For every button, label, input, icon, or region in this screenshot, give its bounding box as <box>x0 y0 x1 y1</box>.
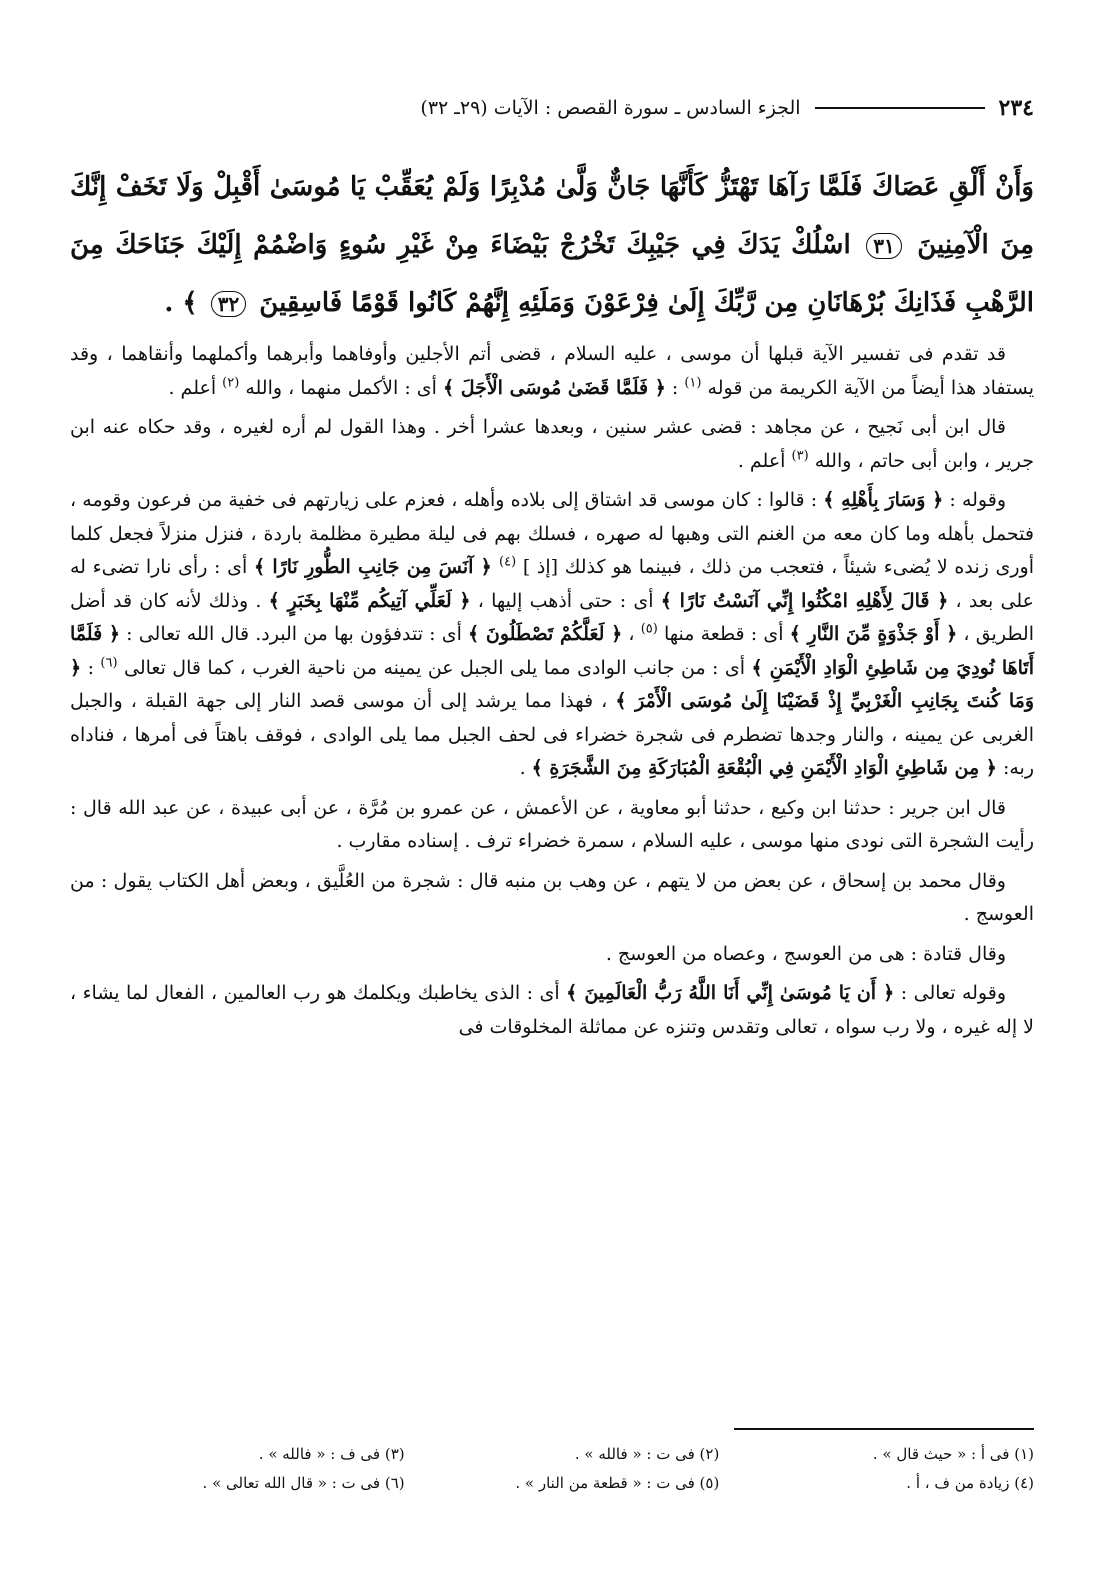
quran-quote: ﴿ أَن يَا مُوسَىٰ إِنِّي أَنَا اللَّهُ رَبُّ الْعَالَمِينَ ﴾ <box>566 982 895 1004</box>
quran-quote: ﴿ لَعَلَّكُمْ تَصْطَلُونَ ﴾ <box>468 623 623 645</box>
text: وقوله : <box>943 489 1006 511</box>
quran-quote: ﴿ وَسَارَ بِأَهْلِهِ ﴾ <box>823 489 944 511</box>
footnote-ref-5: (٥) <box>640 621 658 637</box>
text: : قالوا : كان موسى قد اشتاق إلى بلاده وأهله ، فعزم على زيارتهم فى خفية من فرعون وقومه ، فتحمل بأهله وما كان معه من الغنم التى وهبها له صهره ، فسلك بهم فى ليلة مطيرة مظلمة باردة ، فنزل منزلاً فجعل كلما أورى زنده لا يُضىء شيئاً ، فتعجب من ذلك ، فبينما هو كذلك [إذ ] <box>70 489 1034 578</box>
footnote-4: (٤) زيادة من ف ، أ . <box>906 1474 1034 1492</box>
text: أى : رأى نارا تضىء له على بعد ، <box>70 556 1034 612</box>
text: أى : الأكمل منهما ، والله <box>245 376 443 399</box>
footnote-ref-4: (٤) <box>499 554 517 570</box>
text: أعلم . <box>168 376 223 399</box>
page-number: ٢٣٤ <box>998 95 1034 121</box>
paragraph-1 <box>70 338 1034 405</box>
paragraph-4: قال ابن جرير : حدثنا ابن وكيع ، حدثنا أبو معاوية ، عن الأعمش ، عن عمرو بن مُرَّة ، عن أبى عبيدة ، عن عبد الله قال : رأيت الشجرة التى نودى منها موسى ، عليه السلام ، سمرة خضراء ترف . إسناده مقارب . <box>70 796 1034 852</box>
text: : <box>81 656 101 679</box>
text: ، <box>622 623 641 645</box>
paragraph-2 <box>70 411 1034 478</box>
quran-verses <box>70 158 1034 332</box>
footnote-1: (١) فى أ : « حيث قال » . <box>872 1445 1034 1463</box>
text: أى : تتدفؤون بها من البرد. قال الله تعالى : <box>120 623 469 645</box>
footnote-row <box>90 1440 1034 1469</box>
quran-quote: ﴿ فَلَمَّا أَتَاهَا نُودِيَ مِن شَاطِئِ الْوَادِ الْأَيْمَنِ ﴾ <box>70 623 1034 679</box>
quran-quote: ﴿ قَالَ لِأَهْلِهِ امْكُثُوا إِنِّي آنَسْتُ نَارًا ﴾ <box>660 589 949 612</box>
footnotes <box>90 1440 1034 1498</box>
quran-quote: ﴿ وَمَا كُنتَ بِجَانِبِ الْغَرْبِيِّ إِذْ قَضَيْنَا إِلَىٰ مُوسَى الْأَمْرَ ﴾ <box>70 656 1035 712</box>
quran-quote: ﴿ أَوْ جَذْوَةٍ مِّنَ النَّارِ ﴾ <box>789 623 958 645</box>
text: قال ابن أبى نَجيح ، عن مجاهد : قضى عشر سنين ، وبعدها عشرا أخر . وهذا القول لم أره لغيره ، وقد حكاه عنه ابن جرير ، وابن أبى حاتم ، والله <box>70 416 1034 472</box>
paragraph-5: وقال محمد بن إسحاق ، عن بعض من لا يتهم ، عن وهب بن منبه قال : شجرة من العُلَّيق ، وبعض أهل الكتاب يقول : من العوسج . <box>70 869 1034 925</box>
commentary <box>70 338 1034 1044</box>
text: أى : من جانب الوادى مما يلى الجبل عن يمينه من ناحية الغرب ، كما قال تعالى <box>123 656 752 679</box>
footnote-ref-6: (٦) <box>100 655 118 671</box>
footnote-ref-2: (٢) <box>222 375 240 391</box>
verse-number-31: ٣١ <box>866 233 901 259</box>
footnote-ref-3: (٣) <box>791 448 809 464</box>
text: أى : حتى أذهب إليها ، <box>470 589 661 612</box>
footnote-3: (٣) فى ف : « فالله » . <box>258 1445 405 1463</box>
quran-quote: ﴿ لَعَلِّي آتِيكُم مِّنْهَا بِخَبَرٍ ﴾ <box>268 589 471 612</box>
footnote-5: (٥) فى ت : « قطعة من النار » . <box>515 1474 720 1492</box>
footnote-row <box>90 1469 1034 1498</box>
footnote-6: (٦) فى ت : « قال الله تعالى » . <box>202 1474 405 1492</box>
text: . وذلك لأنه كان قد أضل الطريق ، <box>70 589 1034 645</box>
text: قد تقدم فى تفسير الآية قبلها أن موسى ، عليه السلام ، قضى أتم الأجلين وأوفاهما وأبرهما وأكملهما وأنقاهما ، وقد يستفاد هذا أيضاً من الآية الكريمة من قوله <box>70 343 1034 399</box>
verse-close: ﴾ . <box>164 288 198 318</box>
paragraph-3 <box>70 484 1034 786</box>
quran-quote: ﴿ آنَسَ مِن جَانِبِ الطُّورِ نَارًا ﴾ <box>253 556 500 578</box>
text: أعلم . <box>737 449 792 472</box>
text: ، فهذا مما يرشد إلى أن موسى قصد النار إلى جهة القبلة ، والجبل الغربى عن يمينه ، والنار وجدها تضطرم فى شجرة خضراء فى لحف الجبل مما يلى الوادى ، فوقف باهتاً فى أمرها ، فناداه ربه: <box>70 690 1034 779</box>
verse-31-text: وَأَنْ أَلْقِ عَصَاكَ فَلَمَّا رَآهَا تَهْتَزُّ كَأَنَّهَا جَانٌّ وَلَّىٰ مُدْبِرًا وَلَمْ يُعَقِّبْ يَا مُوسَىٰ أَقْبِلْ وَلَا تَخَفْ إِنَّكَ مِنَ الْآمِنِينَ <box>70 172 1034 260</box>
text: . <box>519 757 532 779</box>
quran-quote: ﴿ مِن شَاطِئِ الْوَادِ الْأَيْمَنِ فِي الْبُقْعَةِ الْمُبَارَكَةِ مِنَ الشَّجَرَةِ ﴾ <box>531 757 997 779</box>
verse-32-text: اسْلُكْ يَدَكَ فِي جَيْبِكَ تَخْرُجْ بَيْضَاءَ مِنْ غَيْرِ سُوءٍ وَاضْمُمْ إِلَيْكَ جَنَاحَكَ مِنَ الرَّهْبِ فَذَانِكَ بُرْهَانَانِ مِن رَّبِّكَ إِلَىٰ فِرْعَوْنَ وَمَلَئِهِ إِنَّهُمْ كَانُوا قَوْمًا فَاسِقِينَ <box>70 230 1034 318</box>
footnote-2: (٢) فى ت : « فالله » . <box>574 1445 720 1463</box>
paragraph-7 <box>70 977 1034 1044</box>
text: أى : الذى يخاطبك ويكلمك هو رب العالمين ، الفعال لما يشاء ، لا إله غيره ، ولا رب سواه ، تعالى وتقدس وتنزه عن مماثلة المخلوقات فى <box>70 982 1034 1038</box>
footnote-ref-1: (١) <box>684 375 702 391</box>
running-title: الجزء السادس ـ سورة القصص : الآيات (٢٩ـ ٣٢) <box>420 97 801 119</box>
text: : <box>665 376 679 399</box>
text: وقوله تعالى : <box>894 982 1006 1004</box>
quran-quote: ﴿ فَلَمَّا قَضَىٰ مُوسَى الْأَجَلَ ﴾ <box>442 376 666 399</box>
page <box>70 88 1034 1549</box>
footnote-separator <box>734 1428 1034 1430</box>
running-header <box>70 88 1034 128</box>
paragraph-6: وقال قتادة : هى من العوسج ، وعصاه من العوسج . <box>605 942 1006 965</box>
header-rule <box>815 107 985 109</box>
text: أى : قطعة منها <box>664 623 790 645</box>
verse-number-32: ٣٢ <box>211 291 246 317</box>
